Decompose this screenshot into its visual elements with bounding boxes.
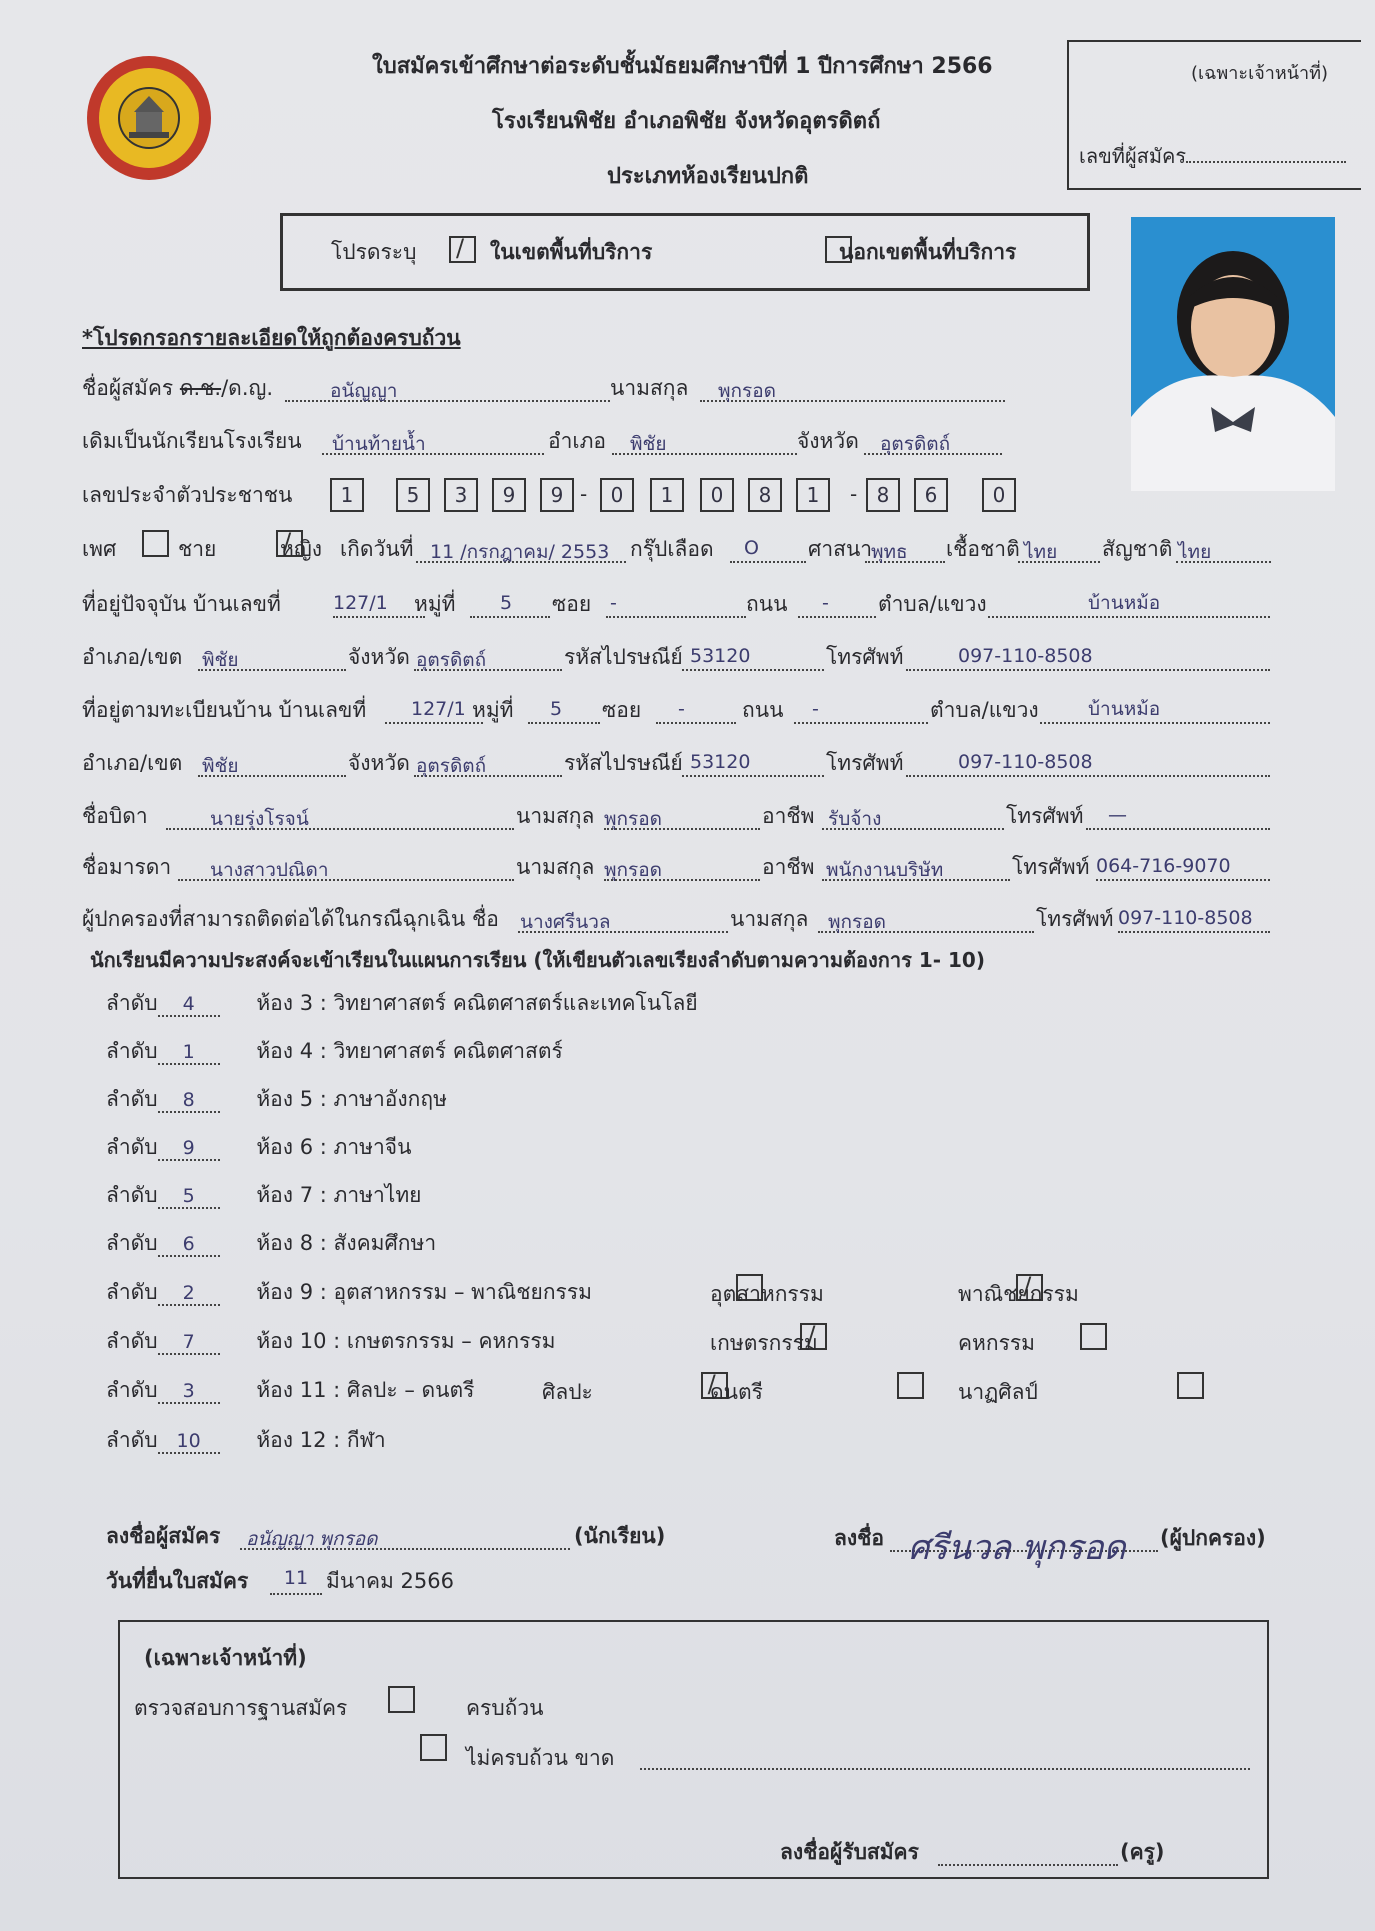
father-surname-field[interactable]: พุกรอด	[604, 810, 760, 830]
registered-soi-field[interactable]: -	[656, 704, 736, 724]
home-econ-label: คหกรรม	[958, 1331, 1036, 1355]
prev-district-field[interactable]: พิชัย	[612, 435, 797, 455]
staff-section	[118, 1620, 1269, 1879]
sex-label: เพศ	[82, 537, 117, 561]
current-phone-label: โทรศัพท์	[826, 645, 904, 669]
submit-month-year: มีนาคม 2566	[326, 1569, 454, 1593]
room-row: ลำดับ 2 ห้อง 9 : อุตสาหกรรม – พาณิชยกรรม	[106, 1280, 592, 1304]
submit-day-field[interactable]: 11	[270, 1575, 322, 1595]
room-row: ลำดับ 3 ห้อง 11 : ศิลปะ – ดนตรี	[106, 1378, 475, 1402]
father-surname-label: นามสกุล	[516, 804, 595, 828]
id-digit[interactable]: 0	[982, 478, 1016, 512]
first-name-field[interactable]: อนัญญา	[285, 382, 610, 402]
document-check-label: ตรวจสอบการฐานสมัคร	[134, 1696, 348, 1720]
registered-postcode-field[interactable]: 53120	[682, 757, 824, 777]
mother-surname-field[interactable]: พุกรอด	[604, 861, 760, 881]
registered-subdistrict-label: ตำบล/แขวง	[930, 698, 1039, 722]
current-subdistrict-label: ตำบล/แขวง	[878, 592, 987, 616]
registered-road-field[interactable]: -	[794, 704, 928, 724]
form-title-line3: ประเภทห้องเรียนปกติ	[607, 164, 809, 189]
industry-label: อุตสาหกรรม	[710, 1282, 824, 1306]
id-digit[interactable]: 3	[444, 478, 478, 512]
mother-surname-label: นามสกุล	[516, 855, 595, 879]
service-area-box	[280, 213, 1090, 291]
staff-number-box	[1067, 40, 1361, 190]
room-name: ห้อง 12 : กีฬา	[256, 1428, 386, 1452]
registered-province-field[interactable]: อุตรดิตถ์	[414, 757, 562, 777]
room-name: ห้อง 4 : วิทยาศาสตร์ คณิตศาสตร์	[256, 1039, 563, 1063]
current-address-label: ที่อยู่ปัจจุบัน บ้านเลขที่	[82, 592, 281, 616]
prev-province-field[interactable]: อุตรดิตถ์	[864, 435, 1002, 455]
id-digit[interactable]: 1	[650, 478, 684, 512]
mother-label: ชื่อมารดา	[82, 855, 172, 879]
male-checkbox[interactable]	[142, 530, 169, 557]
father-job-label: อาชีพ	[762, 804, 815, 828]
mother-phone-field[interactable]: 064-716-9070	[1096, 861, 1270, 881]
agriculture-label: เกษตรกรรม	[710, 1331, 818, 1355]
drama-label: นาฏศิลป์	[958, 1380, 1038, 1404]
room-row: ลำดับ 4 ห้อง 3 : วิทยาศาสตร์ คณิตศาสตร์และเทคโนโลยี	[106, 991, 698, 1015]
mother-name-field[interactable]: นางสาวปณิดา	[178, 861, 514, 881]
nationality-label: สัญชาติ	[1102, 537, 1173, 561]
current-moo-label: หมู่ที่	[414, 592, 456, 616]
id-digit[interactable]: 8	[866, 478, 900, 512]
form-title-line1: ใบสมัครเข้าศึกษาต่อระดับชั้นมัธยมศึกษาปีที่ 1 ปีการศึกษา 2566	[372, 54, 993, 79]
birth-date-field[interactable]: 11 /กรกฎาคม/ 2553	[416, 543, 626, 563]
title-struck: ด.ช.	[179, 376, 222, 400]
instruction-text: *โปรดกรอกรายละเอียดให้ถูกต้องครบถ้วน	[82, 326, 461, 350]
current-postcode-label: รหัสไปรษณีย์	[564, 645, 683, 669]
room-row: ลำดับ 1 ห้อง 4 : วิทยาศาสตร์ คณิตศาสตร์	[106, 1039, 563, 1063]
name-row	[82, 372, 273, 405]
current-moo-field[interactable]: 5	[470, 598, 550, 618]
father-phone-label: โทรศัพท์	[1006, 804, 1084, 828]
id-separator: -	[580, 482, 588, 506]
female-label: หญิง	[280, 537, 322, 561]
rank-field[interactable]: 1	[158, 1039, 220, 1065]
id-digit[interactable]: 1	[796, 478, 830, 512]
rank-field[interactable]: 4	[158, 991, 220, 1017]
guardian-signature-suffix: (ผู้ปกครอง)	[1160, 1526, 1266, 1550]
surname-field[interactable]: พุกรอด	[700, 382, 1005, 402]
race-field[interactable]: ไทย	[1018, 543, 1100, 563]
registered-phone-field[interactable]: 097-110-8508	[906, 757, 1270, 777]
registered-moo-field[interactable]: 5	[528, 704, 600, 724]
father-phone-field[interactable]: —	[1086, 810, 1270, 830]
incomplete-label: ไม่ครบถ้วน ขาด	[466, 1746, 615, 1770]
area-prompt: โปรดระบุ	[331, 240, 417, 264]
staff-section-title: (เฉพาะเจ้าหน้าที่)	[144, 1646, 307, 1670]
outside-area-label: นอกเขตพื้นที่บริการ	[839, 240, 1017, 264]
rank-field[interactable]: 8	[158, 1087, 220, 1113]
form-title-line2: โรงเรียนพิชัย อำเภอพิชัย จังหวัดอุตรดิตถ์	[492, 109, 881, 134]
room-name: ห้อง 8 : สังคมศึกษา	[256, 1231, 437, 1255]
id-digit[interactable]: 1	[330, 478, 364, 512]
id-digit[interactable]: 5	[396, 478, 430, 512]
prev-district-label: อำเภอ	[548, 429, 607, 453]
submit-date-label: วันที่ยื่นใบสมัคร	[106, 1569, 249, 1593]
complete-checkbox[interactable]	[388, 1686, 415, 1713]
room-name: ห้อง 7 : ภาษาไทย	[256, 1183, 422, 1207]
receiver-signature-label: ลงชื่อผู้รับสมัคร	[780, 1840, 919, 1864]
surname-label: นามสกุล	[610, 376, 689, 400]
birth-label: เกิดวันที่	[340, 537, 414, 561]
current-road-label: ถนน	[746, 592, 788, 616]
registered-house-field[interactable]: 127/1	[385, 704, 483, 724]
registered-postcode-label: รหัสไปรษณีย์	[564, 751, 683, 775]
art-label: ศิลปะ	[542, 1380, 593, 1404]
registered-province-label: จังหวัด	[348, 751, 410, 775]
rank-field[interactable]: 10	[158, 1428, 220, 1454]
registered-district-label: อำเภอ/เขต	[82, 751, 183, 775]
nationality-field[interactable]: ไทย	[1176, 543, 1271, 563]
home-econ-checkbox[interactable]	[1080, 1323, 1107, 1350]
missing-items-field[interactable]	[640, 1750, 1250, 1770]
registered-address-label: ที่อยู่ตามทะเบียนบ้าน บ้านเลขที่	[82, 698, 367, 722]
current-postcode-field[interactable]: 53120	[682, 651, 824, 671]
applicant-signature-field[interactable]: อนัญญา พุกรอด	[240, 1530, 570, 1550]
plans-heading: นักเรียนมีความประสงค์จะเข้าเรียนในแผนการเรียน (ให้เขียนตัวเลขเรียงลำดับตามความต้องการ 1- 10)	[90, 948, 985, 972]
drama-checkbox[interactable]	[1177, 1372, 1204, 1399]
applicant-signature-suffix: (นักเรียน)	[574, 1524, 666, 1548]
rank-field[interactable]: 3	[158, 1378, 220, 1404]
room-name: ห้อง 3 : วิทยาศาสตร์ คณิตศาสตร์และเทคโนโลยี	[256, 991, 698, 1015]
room-name: ห้อง 6 : ภาษาจีน	[256, 1135, 412, 1159]
room-row: ลำดับ 10 ห้อง 12 : กีฬา	[106, 1428, 386, 1452]
room-row: ลำดับ 5 ห้อง 7 : ภาษาไทย	[106, 1183, 422, 1207]
rank-field[interactable]: 5	[158, 1183, 220, 1209]
mother-phone-label: โทรศัพท์	[1012, 855, 1090, 879]
registered-soi-label: ซอย	[602, 698, 642, 722]
registered-moo-label: หมู่ที่	[472, 698, 514, 722]
mother-job-field[interactable]: พนักงานบริษัท	[822, 861, 1010, 881]
religion-field[interactable]: พุทธ	[865, 543, 945, 563]
id-digit[interactable]: 9	[492, 478, 526, 512]
prev-school-label: เดิมเป็นนักเรียนโรงเรียน	[82, 429, 302, 453]
school-logo	[84, 54, 214, 182]
current-subdistrict-field[interactable]: บ้านหม้อ	[988, 598, 1270, 618]
current-soi-label: ซอย	[552, 592, 592, 616]
room-row: ลำดับ 8 ห้อง 5 : ภาษาอังกฤษ	[106, 1087, 447, 1111]
guardian-signature-label: ลงชื่อ	[834, 1526, 884, 1550]
current-district-field[interactable]: พิชัย	[198, 651, 346, 671]
applicant-number-label: เลขที่ผู้สมัคร	[1079, 140, 1346, 172]
title-kept: /ด.ญ.	[221, 376, 274, 400]
applicant-signature-label: ลงชื่อผู้สมัคร	[106, 1524, 221, 1548]
room-name: ห้อง 11 : ศิลปะ – ดนตรี	[256, 1378, 475, 1402]
id-digit[interactable]: 9	[540, 478, 574, 512]
blood-label: กรุ๊ปเลือด	[630, 537, 714, 561]
male-label: ชาย	[178, 537, 217, 561]
guardian-surname-field[interactable]: พุกรอด	[818, 913, 1034, 933]
room-row: ลำดับ 6 ห้อง 8 : สังคมศึกษา	[106, 1231, 437, 1255]
father-label: ชื่อบิดา	[82, 804, 148, 828]
guardian-signature-field[interactable]: ศรีนวล พุกรอด	[890, 1532, 1158, 1552]
current-phone-field[interactable]: 097-110-8508	[906, 651, 1270, 671]
race-label: เชื้อชาติ	[946, 537, 1020, 561]
registered-phone-label: โทรศัพท์	[826, 751, 904, 775]
prev-province-label: จังหวัด	[797, 429, 859, 453]
id-digit[interactable]: 0	[700, 478, 734, 512]
name-label: ชื่อผู้สมัคร	[82, 376, 174, 400]
room-row: ลำดับ 9 ห้อง 6 : ภาษาจีน	[106, 1135, 412, 1159]
receiver-signature-suffix: (ครู)	[1120, 1840, 1165, 1864]
staff-box-title: (เฉพาะเจ้าหน้าที่)	[1191, 63, 1329, 84]
blood-field[interactable]: O	[730, 543, 806, 563]
music-checkbox[interactable]	[897, 1372, 924, 1399]
room-name: ห้อง 9 : อุตสาหกรรม – พาณิชยกรรม	[256, 1280, 592, 1304]
rank-field[interactable]: 6	[158, 1231, 220, 1257]
guardian-label: ผู้ปกครองที่สามารถติดต่อได้ในกรณีฉุกเฉิน ชื่อ	[82, 907, 499, 931]
current-province-label: จังหวัด	[348, 645, 410, 669]
religion-label: ศาสนา	[808, 537, 873, 561]
inside-area-label: ในเขตพื้นที่บริการ	[490, 240, 653, 264]
incomplete-checkbox[interactable]	[420, 1734, 447, 1761]
citizen-id-label: เลขประจำตัวประชาชน	[82, 483, 293, 507]
mother-job-label: อาชีพ	[762, 855, 815, 879]
id-separator: -	[850, 482, 858, 506]
inside-area-checkbox[interactable]	[449, 236, 476, 263]
guardian-phone-field[interactable]: 097-110-8508	[1118, 913, 1270, 933]
registered-road-label: ถนน	[742, 698, 784, 722]
room-name: ห้อง 5 : ภาษาอังกฤษ	[256, 1087, 447, 1111]
guardian-name-field[interactable]: นางศรีนวล	[518, 913, 728, 933]
guardian-surname-label: นามสกุล	[730, 907, 809, 931]
rank-field[interactable]: 9	[158, 1135, 220, 1161]
applicant-photo	[1131, 217, 1335, 491]
id-digit[interactable]: 8	[748, 478, 782, 512]
receiver-signature-field[interactable]	[938, 1846, 1118, 1866]
commerce-label: พาณิชยกรรม	[958, 1282, 1079, 1306]
current-road-field[interactable]: -	[798, 598, 876, 618]
registered-district-field[interactable]: พิชัย	[198, 757, 346, 777]
father-job-field[interactable]: รับจ้าง	[822, 810, 1004, 830]
rank-field[interactable]: 7	[158, 1329, 220, 1355]
current-house-field[interactable]: 127/1	[333, 598, 425, 618]
id-digit[interactable]: 6	[914, 478, 948, 512]
id-digit[interactable]: 0	[600, 478, 634, 512]
prev-school-field[interactable]: บ้านท้ายน้ำ	[322, 435, 544, 455]
complete-label: ครบถ้วน	[466, 1696, 544, 1720]
current-province-field[interactable]: อุตรดิตถ์	[414, 651, 562, 671]
father-name-field[interactable]: นายรุ่งโรจน์	[166, 810, 514, 830]
guardian-phone-label: โทรศัพท์	[1036, 907, 1114, 931]
current-district-label: อำเภอ/เขต	[82, 645, 183, 669]
rank-field[interactable]: 2	[158, 1280, 220, 1306]
room-row: ลำดับ 7 ห้อง 10 : เกษตรกรรม – คหกรรม	[106, 1329, 556, 1353]
room-name: ห้อง 10 : เกษตรกรรม – คหกรรม	[256, 1329, 556, 1353]
current-soi-field[interactable]: -	[606, 598, 746, 618]
music-label: ดนตรี	[710, 1380, 763, 1404]
registered-subdistrict-field[interactable]: บ้านหม้อ	[1040, 704, 1270, 724]
